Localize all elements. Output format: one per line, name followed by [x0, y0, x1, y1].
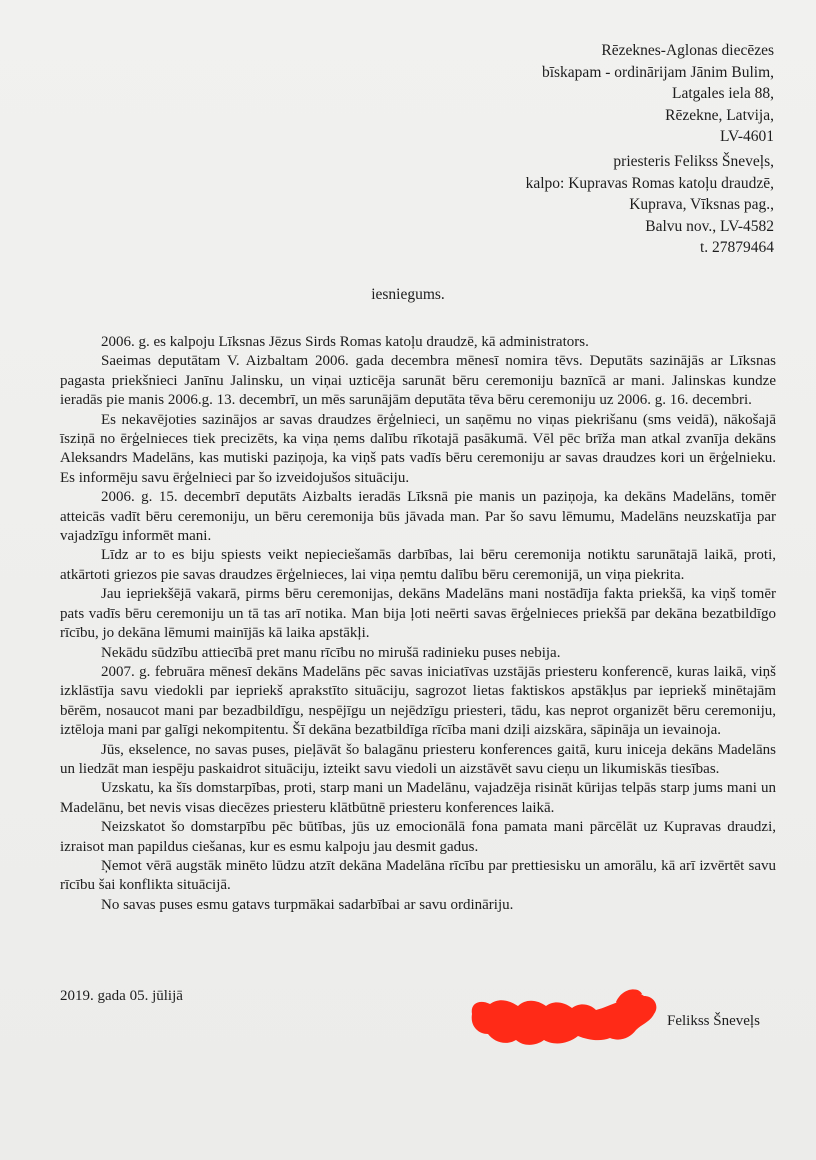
body-paragraph: Nekādu sūdzību attiecībā pret manu rīcību no mirušā radinieku puses nebija. — [101, 644, 561, 661]
body-paragraph: 2006. g. 15. decembrī deputāts Aizbalts ieradās Līksnā pie manis un paziņoja, ka dekāns Madelāns, tomēr atteicās vadīt bēru ceremoniju, un bēru ceremonija būs jāvada man. Par šo savu lēmumu, Madelāns neuzskatīja par vajadzīgu informēt mani. — [60, 489, 776, 545]
body-paragraph: Uzskatu, ka šīs domstarpības, proti, starp mani un Madelānu, vajadzēja risināt kūrijas telpās starp jums mani un Madelānu, bet nevis visas diecēzes priesteru klātbūtnē priesteru konferences laikā. — [60, 780, 776, 816]
body-paragraph: Jūs, ekselence, no savas puses, pieļāvāt šo balagānu priesteru konferences gaitā, kuru iniceja dekāns Madelāns un liedzāt man iespēju paskaidrot situāciju, izteikt savu viedoli un aizstāvēt savu cieņu un likumiskās tiesības. — [60, 741, 776, 777]
recipient-line: bīskapam - ordinārijam Jānim Bulim, — [541, 63, 774, 81]
body-paragraph: Jau iepriekšējā vakarā, pirms bēru ceremonijas, dekāns Madelāns mani nostādīja fakta priekšā, ka viņš tomēr pats vadīs bēru ceremoniju un tā tas arī notika. Man bija ļoti neērti savas ērģelnieces priekšā par dekāna bezatbildīgo rīcību, jo dekāna lēmumi mainījās kā laika apstākļi. — [60, 586, 776, 642]
body-paragraph: 2007. g. februāra mēnesī dekāns Madelāns pēc savas iniciatīvas uzstājās priesteru konferencē, kuras laikā, viņš izklāstīja savu viedokli par iepriekš aprakstīto situāciju, sagrozot lietas faktiskos apstākļus par iepriekš minētajām bērēm, nosaucot mani par bezadbildīgu, nespējīgu un nejēdzīgu priesteri, tādu, kas neprot organizēt bēru ceremoniju, iztēloja mani par galīgi nekompitentu. Šī dekāna bezatbildīga rīcība mani dziļi aizskāra, sāpināja un ievainoja. — [60, 663, 776, 739]
recipient-line: LV-4601 — [720, 128, 774, 145]
body-paragraph: Līdz ar to es biju spiests veikt nepieciešamās darbības, lai bēru ceremonija notiktu sarunātajā laikā, proti, atkārtoti griezos pie savas draudzes ērģelnieces, lai viņa ņemtu dalību bēru ceremonijā, un viņa piekrita. — [60, 547, 776, 583]
sender-line: Kuprava, Vīksnas pag., — [629, 196, 774, 213]
body-paragraph: Ņemot vērā augstāk minēto lūdzu atzīt dekāna Madelāna rīcību par prettiesisku un amorālu, kā arī izvērtēt savu rīcību šai konflikta situācijā. — [60, 857, 776, 894]
redaction-mark — [472, 993, 657, 1045]
sender-line: priesteris Felikss Šneveļs, — [613, 153, 774, 170]
recipient-line: Rēzekne, Latvija, — [665, 106, 774, 124]
sender-address — [526, 151, 774, 259]
body-paragraph: Es nekavējoties sazinājos ar savas draudzes ērģelnieci, un saņēmu no viņas piekrišanu (sms veidā), nākošajā īsziņā no ērģelnieces tiek precizēts, ka viņa ņems dalību rīkotajā pasākumā. Vēl pēc brīža man atkal zvanīja dekāns Aleksandrs Madelāns, kas mutiski paziņoja, ka viņš pats vadīs bēru ceremoniju ar savas draudzes kori un ērģelnieku. Es informēju savu ērģelnieci par šo izveidojušos situāciju. — [60, 411, 776, 486]
body-paragraph: Neizskatot šo domstarpību pēc būtības, jūs uz emocionālā fona pamata mani pārcēlāt uz Kupravas draudzi, izraisot man papildus ciešanas, kur es esmu kalpoju jau desmit gadus. — [60, 819, 776, 855]
recipient-line: Rēzeknes-Aglonas diecēzes — [601, 42, 774, 59]
body-paragraph: No savas puses esmu gatavs turpmākai sadarbībai ar savu ordināriju. — [101, 896, 514, 913]
recipient-address — [542, 40, 774, 148]
sender-line: kalpo: Kupravas Romas katoļu draudzē, — [525, 174, 774, 192]
letter-date: 2019. gada 05. jūlijā — [60, 988, 183, 1004]
letter-body — [60, 333, 776, 915]
sender-line: Balvu nov., LV-4582 — [645, 217, 774, 235]
body-paragraph: Saeimas deputātam V. Aizbaltam 2006. gada decembra mēnesī nomira tēvs. Deputāts sazinājās ar Līksnas pagasta priekšnieci Janīnu Jalinsku, un viņai uzticēja sarunāt bēru ceremoniju baznīcā ar mani. Jalinskas kundze ieradās pie manis 2006.g. 13. decembrī, un mēs sarunājām deputāta tēva bēru ceremoniju uz 2006. g. 16. decembri. — [60, 353, 776, 409]
document-type-heading: iesniegums. — [371, 286, 445, 303]
signer-name: Felikss Šneveļs — [667, 1013, 760, 1029]
body-paragraph: 2006. g. es kalpoju Līksnas Jēzus Sirds Romas katoļu draudzē, kā administrators. — [101, 334, 589, 350]
recipient-line: Latgales iela 88, — [672, 85, 774, 102]
redacted-signature — [466, 988, 662, 1048]
sender-line: t. 27879464 — [699, 239, 774, 256]
